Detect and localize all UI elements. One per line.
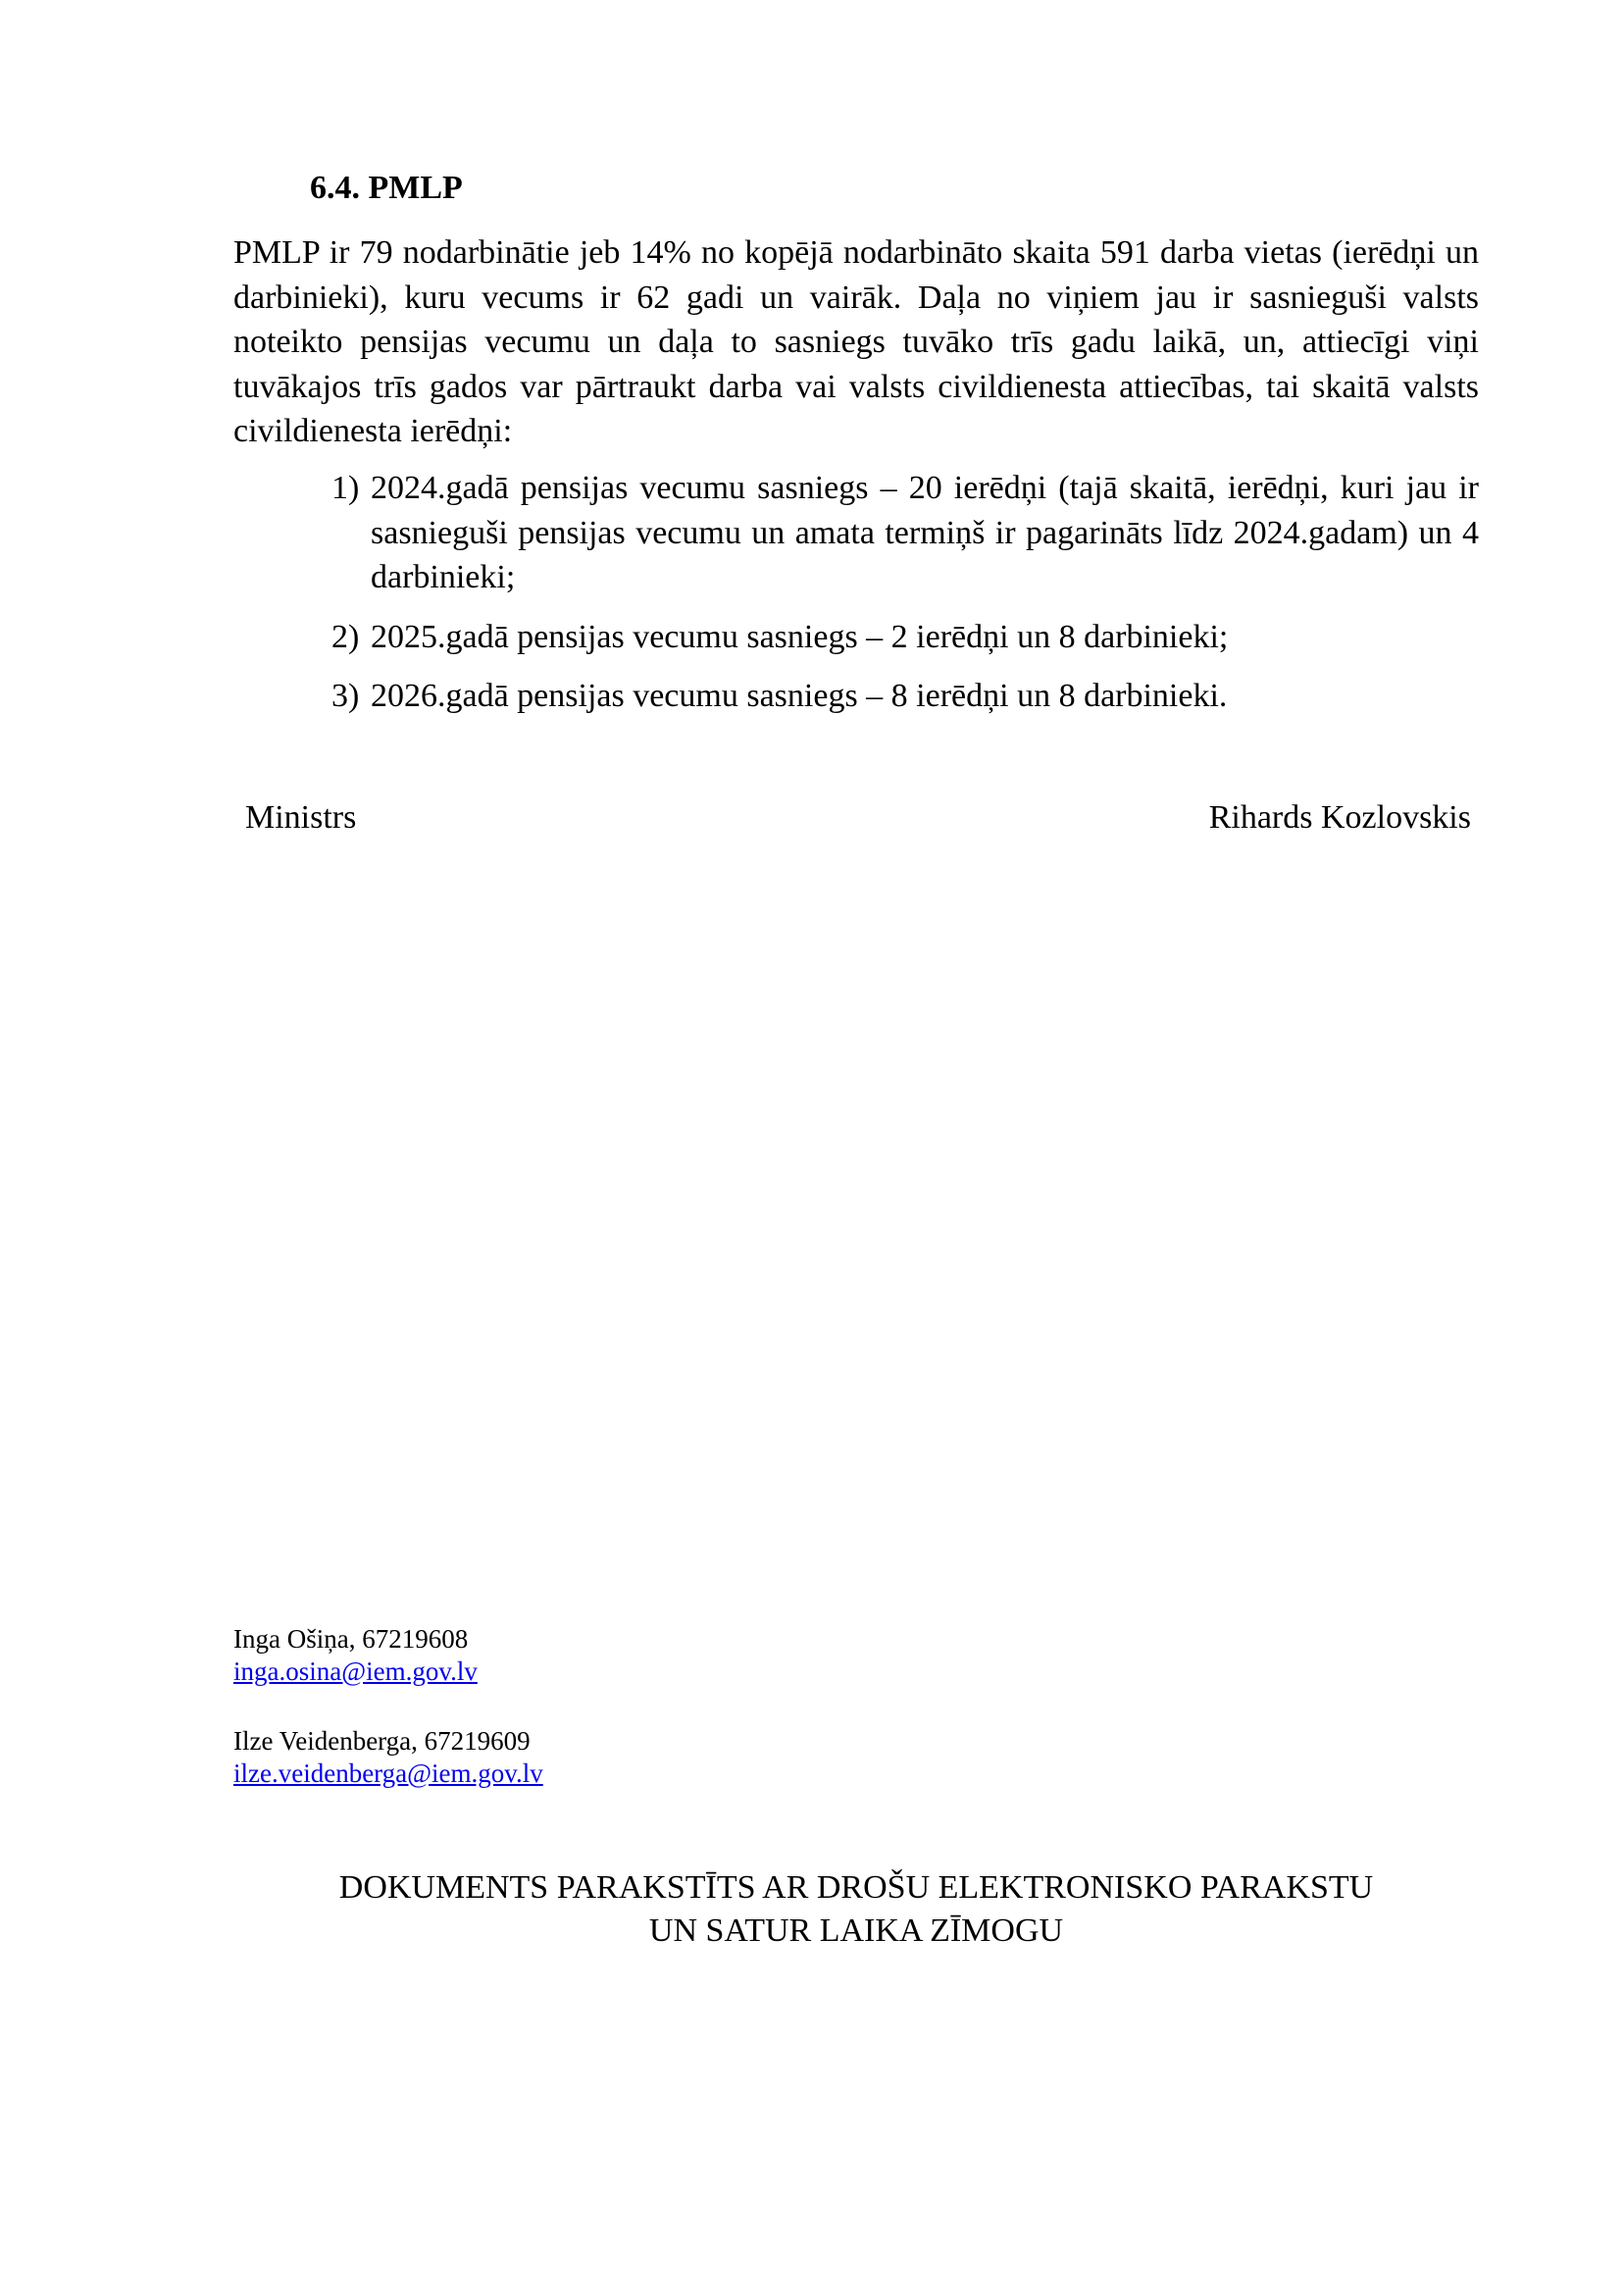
contact-name-phone: Ilze Veidenberga, 67219609 — [233, 1726, 531, 1756]
list-item-text: 2026.gadā pensijas vecumu sasniegs – 8 ierēdņi un 8 darbinieki. — [371, 678, 1228, 714]
contact-email-link[interactable]: ilze.veidenberga@iem.gov.lv — [233, 1759, 543, 1788]
contact-name-phone: Inga Ošiņa, 67219608 — [233, 1624, 469, 1654]
signature-name: Rihards Kozlovskis — [1208, 799, 1471, 836]
list-item — [331, 466, 1479, 600]
notice-line-2: UN SATUR LAIKA ZĪMOGU — [648, 1912, 1064, 1949]
list-item-number: 1) — [331, 470, 360, 506]
section-paragraph: PMLP ir 79 nodarbinātie jeb 14% no kopējā nodarbināto skaita 591 darba vietas (ierēdņi un darbinieki), kuru vecums ir 62 gadi un vairāk. Daļa no viņiem jau ir sasnieguši valsts noteikto pensijas vecumu un daļa to sasniegs tuvāko trīs gadu laikā, un, attiecīgi viņi tuvākajos trīs gados var pārtraukt darba vai valsts civildienesta attiecības, tai skaitā valsts civildienesta ierēdņi: — [233, 234, 1479, 449]
electronic-signature-notice — [233, 1866, 1479, 1953]
contact-email-link[interactable]: inga.osina@iem.gov.lv — [233, 1657, 478, 1686]
list-item-number: 2) — [331, 618, 360, 655]
list-item — [331, 674, 1479, 719]
list-item-number: 3) — [331, 678, 360, 714]
contacts-block — [233, 1623, 543, 1790]
contact-entry — [233, 1725, 543, 1790]
section-heading: 6.4. PMLP — [310, 170, 463, 206]
list-item — [331, 615, 1479, 660]
signature-block — [245, 796, 1471, 840]
signature-title: Ministrs — [245, 799, 357, 836]
list-item-text: 2025.gadā pensijas vecumu sasniegs – 2 ierēdņi un 8 darbinieki; — [371, 618, 1229, 655]
list-item-text: 2024.gadā pensijas vecumu sasniegs – 20 ierēdņi (tajā skaitā, ierēdņi, kuri jau ir sasnieguši pensijas vecumu un amata termiņš ir pagarināts līdz 2024.gadam) un 4 darbinieki; — [371, 470, 1479, 595]
contact-entry — [233, 1623, 543, 1688]
notice-line-1: DOKUMENTS PARAKSTĪTS AR DROŠU ELEKTRONISKO PARAKSTU — [338, 1869, 1374, 1906]
retirement-list — [331, 466, 1479, 719]
